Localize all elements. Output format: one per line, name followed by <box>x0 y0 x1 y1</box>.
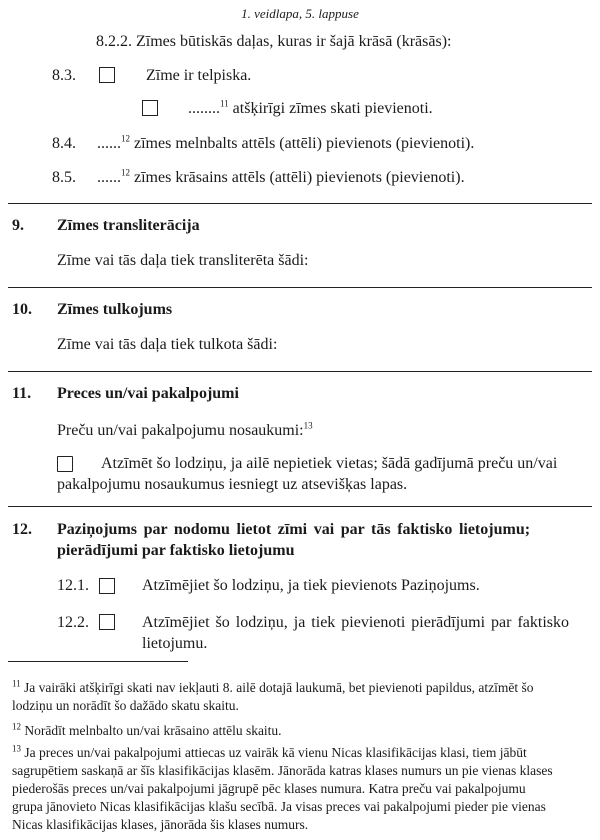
item-8-5-number: 8.5. <box>52 169 76 186</box>
footnote-11-text: Ja vairāki atšķirīgi skati nav iekļauti 8. ailē dotajā laukumā, bet pievienoti papildus, atzīmēt šo <box>24 680 534 695</box>
item-12-2-line2: lietojumu. <box>142 635 208 652</box>
section-10-title: Zīmes tulkojums <box>57 301 173 318</box>
footnote-13-text: Ja preces un/vai pakalpojumi attiecas uz vairāk kā vienu Nicas klasifikācijas klasi, tiem jābūt <box>24 745 527 760</box>
section-11-text-label: Preču un/vai pakalpojumu nosaukumi: <box>57 422 304 439</box>
footnote-11-line1 <box>12 679 534 696</box>
section-10-text: Zīme vai tās daļa tiek tulkota šādi: <box>57 336 278 353</box>
section-9-number: 9. <box>12 217 24 234</box>
section-9-title: Zīmes transliterācija <box>57 217 200 234</box>
section-divider <box>8 506 592 507</box>
item-12-2-line1: Atzīmējiet šo lodziņu, ja tiek pievienoti pierādījumi par faktisko <box>142 614 570 631</box>
footnote-ref-11: 11 <box>220 98 229 109</box>
dots: ...... <box>97 169 121 186</box>
footnote-ref-13: 13 <box>303 420 313 431</box>
section-11-title: Preces un/vai pakalpojumi <box>57 385 239 402</box>
item-8-2-2: 8.2.2. Zīmes būtiskās daļas, kuras ir šajā krāsā (krāsās): <box>96 33 452 50</box>
dots: ........ <box>188 100 220 117</box>
section-11-check-line1: Atzīmēt šo lodziņu, ja ailē nepietiek vietas; šādā gadījumā preču un/vai <box>101 455 558 472</box>
checkbox-12-1[interactable] <box>99 578 115 594</box>
dots: ...... <box>97 135 121 152</box>
item-12-1-number: 12.1. <box>57 577 89 594</box>
item-8-5-text: zīmes krāsains attēls (attēli) pievienots (pievienoti). <box>130 169 465 186</box>
item-8-4-number: 8.4. <box>52 135 76 152</box>
section-10-number: 10. <box>12 301 32 318</box>
section-11-check-line2: pakalpojumu nosaukumus iesniegt uz atsevišķas lapas. <box>57 476 408 493</box>
checkbox-11-extra-sheets[interactable] <box>57 456 73 472</box>
footnote-12-marker: 12 <box>12 721 21 732</box>
item-12-2-number: 12.2. <box>57 614 89 631</box>
footnote-11-marker: 11 <box>12 678 21 689</box>
footnote-13-line4: grupa jānovieto Nicas klasifikācijas klašu secībā. Ja visas preces vai pakalpojumi pieder pie vienas <box>12 799 546 814</box>
item-8-4-text: zīmes melnbalts attēls (attēli) pievienots (pievienoti). <box>130 135 475 152</box>
item-8-3-views-label: atšķirīgi zīmes skati pievienoti. <box>228 100 433 117</box>
footnote-13-line5: Nicas klasifikācijas klases, jānorāda šis klases numurs. <box>12 817 309 832</box>
section-12-title-line1: Paziņojums par nodomu lietot zīmi vai par tās faktisko lietojumu; <box>57 521 531 538</box>
section-divider <box>8 287 592 288</box>
footnote-ref-12: 12 <box>121 167 130 178</box>
checkbox-8-3-views[interactable] <box>142 100 158 116</box>
footnote-13-marker: 13 <box>12 743 21 754</box>
section-divider <box>8 371 592 372</box>
item-8-5-label <box>97 168 465 188</box>
footnote-divider <box>8 661 188 662</box>
section-12-title-line2: pierādījumi par faktisko lietojumu <box>57 542 295 559</box>
item-12-1-label: Atzīmējiet šo lodziņu, ja tiek pievienots Paziņojums. <box>142 577 480 594</box>
item-8-4-label <box>97 134 474 154</box>
footnote-12-text: Norādīt melnbalto un/vai krāsaino attēlu skaitu. <box>24 723 282 738</box>
footnote-12 <box>12 722 282 739</box>
footnote-13-line3: piederošās preces un/vai pakalpojumi jāgrupē pēc klases numura. Katra preču vai pakalpojumu <box>12 781 526 796</box>
section-12-number: 12. <box>12 521 32 538</box>
section-11-number: 11. <box>12 385 32 402</box>
checkbox-12-2[interactable] <box>99 614 115 630</box>
item-8-3-views <box>188 99 433 119</box>
item-8-3-number: 8.3. <box>52 67 76 84</box>
section-divider <box>8 203 592 204</box>
section-11-text <box>57 421 313 441</box>
footnote-ref-12: 12 <box>121 133 130 144</box>
item-8-3-label: Zīme ir telpiska. <box>146 67 252 84</box>
section-9-text: Zīme vai tās daļa tiek transliterēta šādi: <box>57 252 309 269</box>
page-header: 1. veidlapa, 5. lappuse <box>241 6 359 21</box>
footnote-13-line2: sagrupētiem saskaņā ar šīs klasifikācijas klasēm. Jānorāda katras klases numurs un pie vienas klases <box>12 763 553 778</box>
footnote-13-line1 <box>12 744 527 761</box>
checkbox-8-3[interactable] <box>99 67 115 83</box>
footnote-11-line2: lodziņu un norādīt šo dažādo skatu skaitu. <box>12 698 239 713</box>
